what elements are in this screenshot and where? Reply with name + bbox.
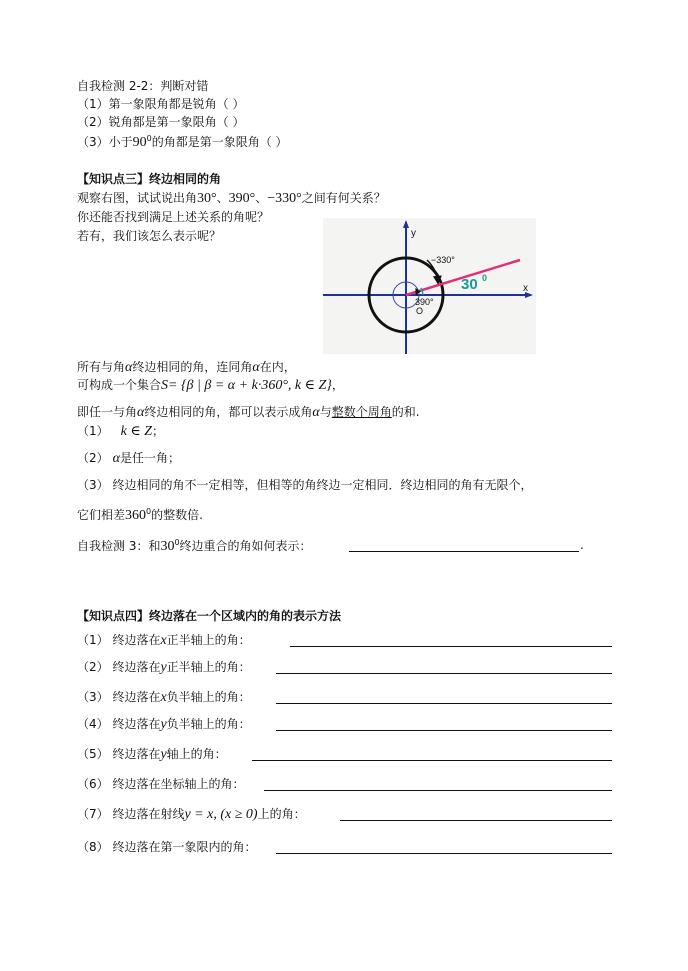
n2-label: （2） [77,451,109,465]
kp4-item-5-var: y [160,747,167,762]
n2-alpha: α [112,451,120,466]
p2-prefix: 可构成一个集合 [77,378,162,392]
kp4-item-1 [77,633,251,650]
p3-underlined: 整数个周角 [331,405,392,419]
n3-prefix: 它们相差 [77,508,126,522]
kp4-item-6-answer-line[interactable] [264,790,612,791]
p1-alpha: α [125,360,133,375]
n1-label: （1） [77,424,109,438]
q1-sep-2: 、 [255,191,268,205]
item3-prefix: （3）小于 [77,135,133,149]
q1-sep-1: 、 [216,191,229,205]
check3-prefix: 自我检测 3：和 [77,539,161,553]
kp4-item-2-post: 正半轴上的角： [166,660,251,674]
label-neg330: −330° [431,255,455,265]
p3-middle: 终边相同的角，都可以表示成角 [144,405,313,419]
check-2-2-item-3 [77,134,288,152]
n1-math: k ∈ Z [120,424,153,439]
kp4-item-2 [77,660,251,677]
kp4-item-3 [77,690,251,707]
p2-set-definition: = {β | β = α + k·360°, k ∈ Z} [168,378,332,393]
q1-angle-30: 30° [197,191,217,206]
n3-degree: 0 [146,507,152,516]
check3-value: 30 [160,539,175,554]
kp4-item-4-pre: （4） 终边落在 [77,717,161,731]
kp4-item-3-var: x [160,690,167,705]
kp4-item-3-post: 负半轴上的角： [166,690,251,704]
kp4-item-5-answer-line[interactable] [252,760,612,761]
kp3-note-3-line-2 [77,507,203,525]
angle-figure [323,218,536,354]
check3-end: . [580,538,584,552]
n3-value: 360 [125,508,147,523]
x-label: x [523,283,528,294]
p3-and: 与 [319,405,332,419]
p3-suffix: 的和. [391,405,420,419]
p1-prefix: 所有与角 [77,360,126,374]
p3-alpha: α [137,405,145,420]
q1-angle-neg330: −330° [267,191,302,206]
kp4-item-6 [77,777,244,791]
kp4-item-2-pre: （2） 终边落在 [77,660,161,674]
kp4-item-2-answer-line[interactable] [276,673,612,674]
p1-alpha-2: α [252,360,260,375]
kp4-item-1-var: x [160,633,167,648]
p1-middle: 终边相同的角，连同角 [132,360,253,374]
item3-degree: 0 [146,134,152,143]
check-2-2-title: 自我检测 2-2：判断对错 [77,79,209,93]
kp3-paragraph-3 [77,405,420,422]
kp4-item-8-answer-line[interactable] [276,853,612,854]
origin-label: O [416,306,424,316]
kp4-item-1-post: 正半轴上的角： [166,633,251,647]
n1-suffix: ； [152,424,165,438]
item3-suffix: 的角都是第一象限角（ ） [151,135,288,149]
label-30-degree: 0 [482,273,488,283]
label-390: 390° [415,297,434,307]
kp3-heading: 【知识点三】终边相同的角 [77,172,222,186]
n2-suffix: 是任一角； [120,451,181,465]
check3-suffix: 终边重合的角如何表示： [179,539,312,553]
q1-prefix: 观察右图，试试说出角 [77,191,198,205]
kp4-item-1-pre: （1） 终边落在 [77,633,161,647]
check3-degree: 0 [174,538,180,547]
kp4-item-2-var: y [160,660,167,675]
p1-suffix: 在内， [259,360,296,374]
check3-answer-line[interactable] [349,551,579,552]
kp4-item-7-answer-line[interactable] [340,820,612,821]
kp4-item-1-answer-line[interactable] [290,646,612,647]
y-axis-arrow [403,220,409,228]
q1-suffix: 之间有何关系？ [301,191,386,205]
p2-suffix: ， [331,378,344,392]
kp4-item-4-answer-line[interactable] [276,730,612,731]
kp3-question-2: 你还能否找到满足上述关系的角呢？ [77,210,270,224]
angle-diagram-svg [323,218,536,354]
kp4-item-5-pre: （5） 终边落在 [77,747,161,761]
kp3-paragraph-1 [77,360,296,377]
p2-set-name: S [161,378,169,393]
y-label: y [411,228,416,239]
kp4-item-7-pre: （7） 终边落在射线 [77,807,185,821]
q1-angle-390: 390° [228,191,256,206]
kp3-note-1 [77,424,164,441]
label-30: 30 [461,276,478,293]
check-3 [77,538,312,556]
kp4-item-8 [77,840,256,854]
kp4-item-7 [77,807,306,824]
check-2-2-item-1: （1）第一象限角都是锐角（ ） [77,97,245,111]
kp4-item-5-post: 轴上的角： [166,747,227,761]
kp4-item-7-var: y = x, (x ≥ 0) [184,807,258,822]
kp3-note-3-line-1: （3） 终边相同的角不一定相等，但相等的角终边一定相同．终边相同的角有无限个， [77,478,533,492]
p3-prefix: 即任一与角 [77,405,138,419]
kp4-item-3-pre: （3） 终边落在 [77,690,161,704]
kp4-item-8-pre: （8） 终边落在第一象限内的角： [77,840,257,854]
kp3-question-1 [77,191,386,208]
kp4-item-6-pre: （6） 终边落在坐标轴上的角： [77,777,245,791]
kp3-question-3: 若有，我们该怎么表示呢？ [77,229,222,243]
p3-alpha-2: α [312,405,320,420]
kp4-heading: 【知识点四】终边落在一个区域内的角的表示方法 [77,609,342,623]
kp4-item-4-var: y [160,717,167,732]
item3-value: 90 [132,135,147,150]
n3-suffix: 的整数倍. [151,508,203,522]
kp4-item-4 [77,717,251,734]
kp3-note-2 [77,451,180,468]
check-2-2-item-2: （2）锐角都是第一象限角（ ） [77,115,245,129]
kp3-paragraph-2 [77,378,344,395]
kp4-item-5 [77,747,227,764]
kp4-item-4-post: 负半轴上的角： [166,717,251,731]
kp4-item-7-post: 上的角： [257,807,306,821]
kp4-item-3-answer-line[interactable] [276,703,612,704]
